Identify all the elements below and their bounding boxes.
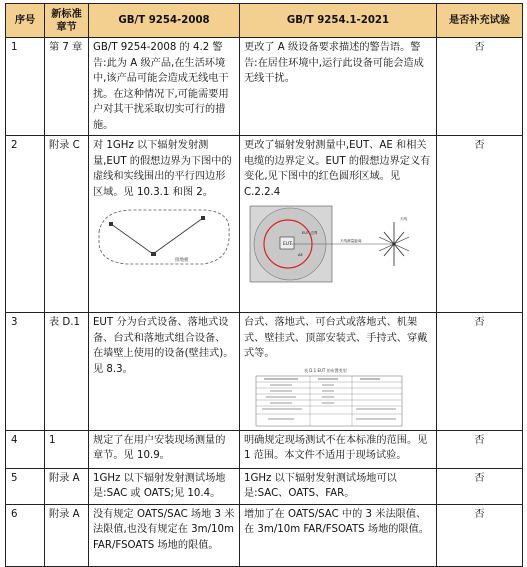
figure-old-label: 接地板 [175,258,189,263]
row-old [89,136,240,313]
row-chapter: 附录 A [45,468,89,504]
header-new-standard: GB/T 9254.1-2021 [240,4,437,38]
row-chapter: 附录 C [45,136,89,313]
row-extra: 否 [437,430,523,468]
figure-new-label-eut: EUT [283,242,292,247]
figure-table-d1 [254,366,404,428]
row-extra: 否 [437,468,523,504]
row-num: 3 [6,313,45,431]
row-num: 1 [6,38,45,136]
row-num: 5 [6,468,45,504]
row-extra: 否 [437,504,523,566]
row-num: 4 [6,430,45,468]
row-old: GB/T 9254-2008 的 4.2 警告:此为 A 级产品,在生活环境中,该产品可能会造成无线电干扰。在这种情况下,可能需要用户对其干扰采取切实可行的措施。 [89,38,240,136]
row-new-text: 台式、落地式、可台式或落地式、机架式、壁挂式、顶部安装式、手持式、穿戴式等。 [244,317,428,359]
row-new: 明确规定现场测试不在本标准的范围。见 1 范围。本文件不适用于现场试验。 [240,430,437,468]
row-old: 规定了在用户安装现场测量的章节。见 10.9。 [89,430,240,468]
row-old: EUT 分为台式设备、落地式设备、台式和落地式组合设备、在墙壁上使用的设备(壁挂式)。见 8.3。 [89,313,240,431]
row-new [240,136,437,313]
row-chapter: 1 [45,430,89,468]
header-old-standard: GB/T 9254-2008 [89,4,240,38]
table-row [6,38,523,136]
row-new: 增加了在 OATS/SAC 中的 3 米法限值、在 3m/10m FAR/FSOATS 场地的限值。 [240,504,437,566]
row-extra: 否 [437,313,523,431]
header-num: 序号 [6,4,45,38]
row-num: 6 [6,504,45,566]
row-num: 2 [6,136,45,313]
header-chapter: 新标准章节 [45,4,89,38]
table-row [6,468,523,504]
header-extra-test: 是否补充试验 [437,4,523,38]
figure-table-caption: 表 D.1 EUT 的布置类型 [304,367,347,373]
row-extra: 否 [437,38,523,136]
row-old: 没有规定 OATS/SAC 场地 3 米法限值,也没有规定在 3m/10m FAR/FSOATS 场地的限值。 [89,504,240,566]
row-old: 1GHz 以下辐射发射测试场地是:SAC 或 OATS;见 10.4。 [89,468,240,504]
table-row [6,136,523,313]
standard-comparison-table [5,3,523,567]
figure-new-label-distance: 天线测量距离 [340,239,362,243]
row-chapter: 表 D.1 [45,313,89,431]
comparison-table-wrapper [5,3,522,567]
header-row [6,4,523,38]
figure-new-label-antenna: 天线 [400,217,408,221]
row-new [240,313,437,431]
row-new-text: 更改了辐射发射测量中,EUT、AE 和相关电缆的边界定义。EUT 的假想边界定义有变化,见下图中的红色圆形区域。见 C.2.2.4 [244,140,431,198]
row-old-text: 对 1GHz 以下辐射发射测量,EUT 的假想边界为下图中的虚线和实线围出的平行四边形区域。见 10.3.1 和图 2。 [93,140,232,198]
figure-new-label-ae: AE [298,253,303,257]
figure-old-boundary [93,204,235,270]
figure-new-boundary [244,204,432,284]
table-row [6,313,523,431]
row-extra: 否 [437,136,523,313]
row-new: 更改了 A 级设备要求描述的警告语。警告:在居住环境中,运行此设备可能会造成无线干扰。 [240,38,437,136]
row-chapter: 第 7 章 [45,38,89,136]
row-new: 1GHz 以下辐射发射测试场地可以是:SAC、OATS、FAR。 [240,468,437,504]
figure-new-label-boundary: EUT 边界 [302,231,318,235]
row-chapter: 附录 A [45,504,89,566]
table-row [6,430,523,468]
